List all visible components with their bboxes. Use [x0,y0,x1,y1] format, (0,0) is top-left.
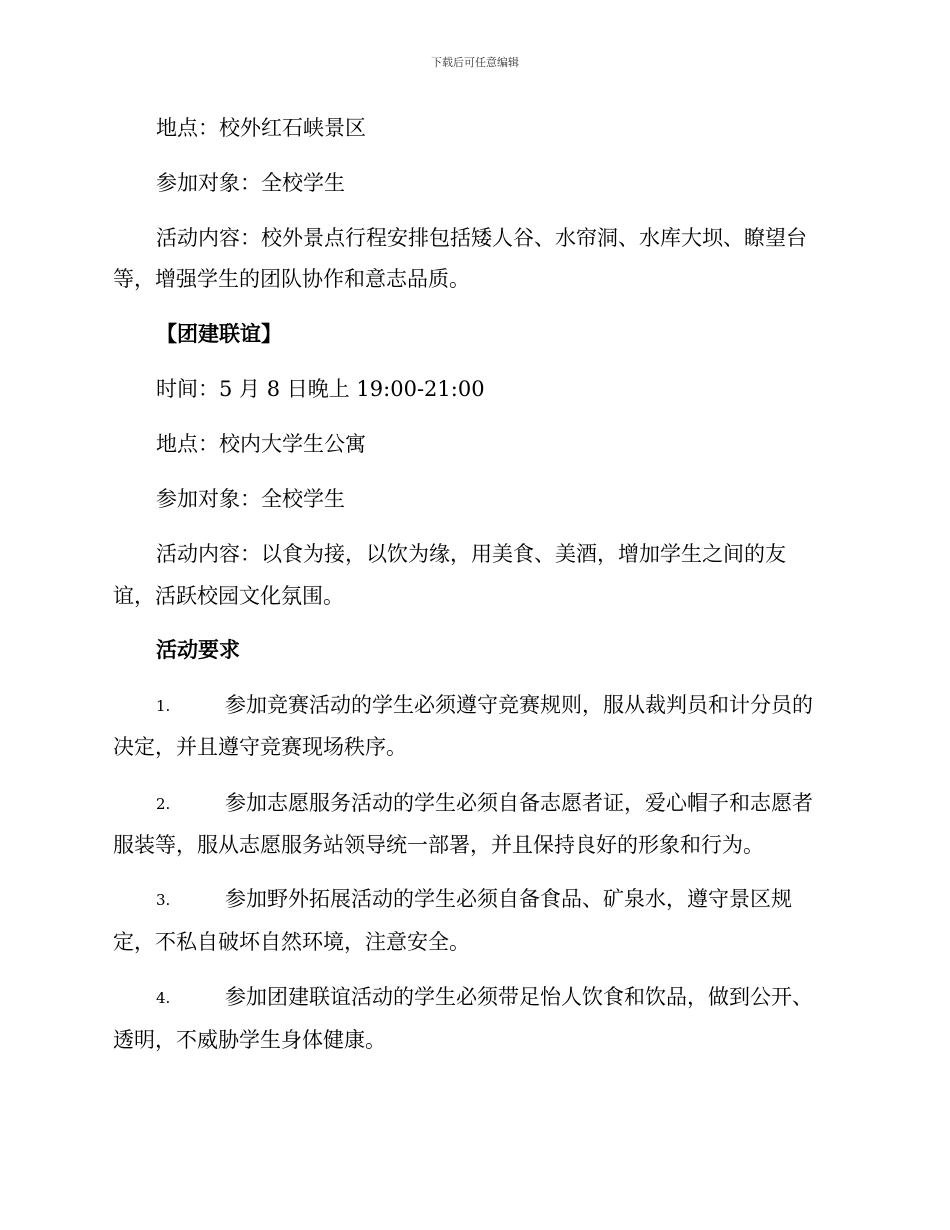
location-line: 地点：校内大学生公寓 [156,432,366,456]
content-line: 活动内容：校外景点行程安排包括矮人谷、水帘洞、水库大坝、瞭望台 [156,226,807,250]
list-item-number: 2. [156,795,171,813]
content-line-cont: 谊，活跃校园文化氛围。 [113,584,344,608]
requirements-title: 活动要求 [156,637,240,662]
list-item-number: 4. [156,989,171,1007]
list-item-number: 3. [156,891,171,909]
list-item-text-cont: 透明，不威胁学生身体健康。 [113,1028,386,1052]
list-item-text-cont: 定，不私自破坏自然环境，注意安全。 [113,930,470,954]
participants-line: 参加对象：全校学生 [156,487,345,511]
location-line: 地点：校外红石峡景区 [156,116,366,140]
page-header-note: 下载后可任意编辑 [431,56,519,69]
list-item-text: 参加团建联谊活动的学生必须带足怡人饮食和饮品，做到公开、 [225,985,813,1009]
content-line-cont: 等，增强学生的团队协作和意志品质。 [113,267,470,291]
list-item-number: 1. [156,697,171,715]
list-item-text-cont: 服装等，服从志愿服务站领导统一部署，并且保持良好的形象和行为。 [113,833,764,857]
time-line: 时间：5 月 8 日晚上 19:00-21:00 [156,377,485,401]
participants-line: 参加对象：全校学生 [156,171,345,195]
list-item-text: 参加志愿服务活动的学生必须自备志愿者证，爱心帽子和志愿者 [225,791,813,815]
list-item-text: 参加竞赛活动的学生必须遵守竞赛规则，服从裁判员和计分员的 [225,693,813,717]
section-title: 【团建联谊】 [156,321,282,346]
list-item-text: 参加野外拓展活动的学生必须自备食品、矿泉水，遵守景区规 [225,887,792,911]
list-item-text-cont: 决定，并且遵守竞赛现场秩序。 [113,735,407,759]
content-line: 活动内容：以食为接，以饮为缘，用美食、美酒，增加学生之间的友 [156,542,786,566]
